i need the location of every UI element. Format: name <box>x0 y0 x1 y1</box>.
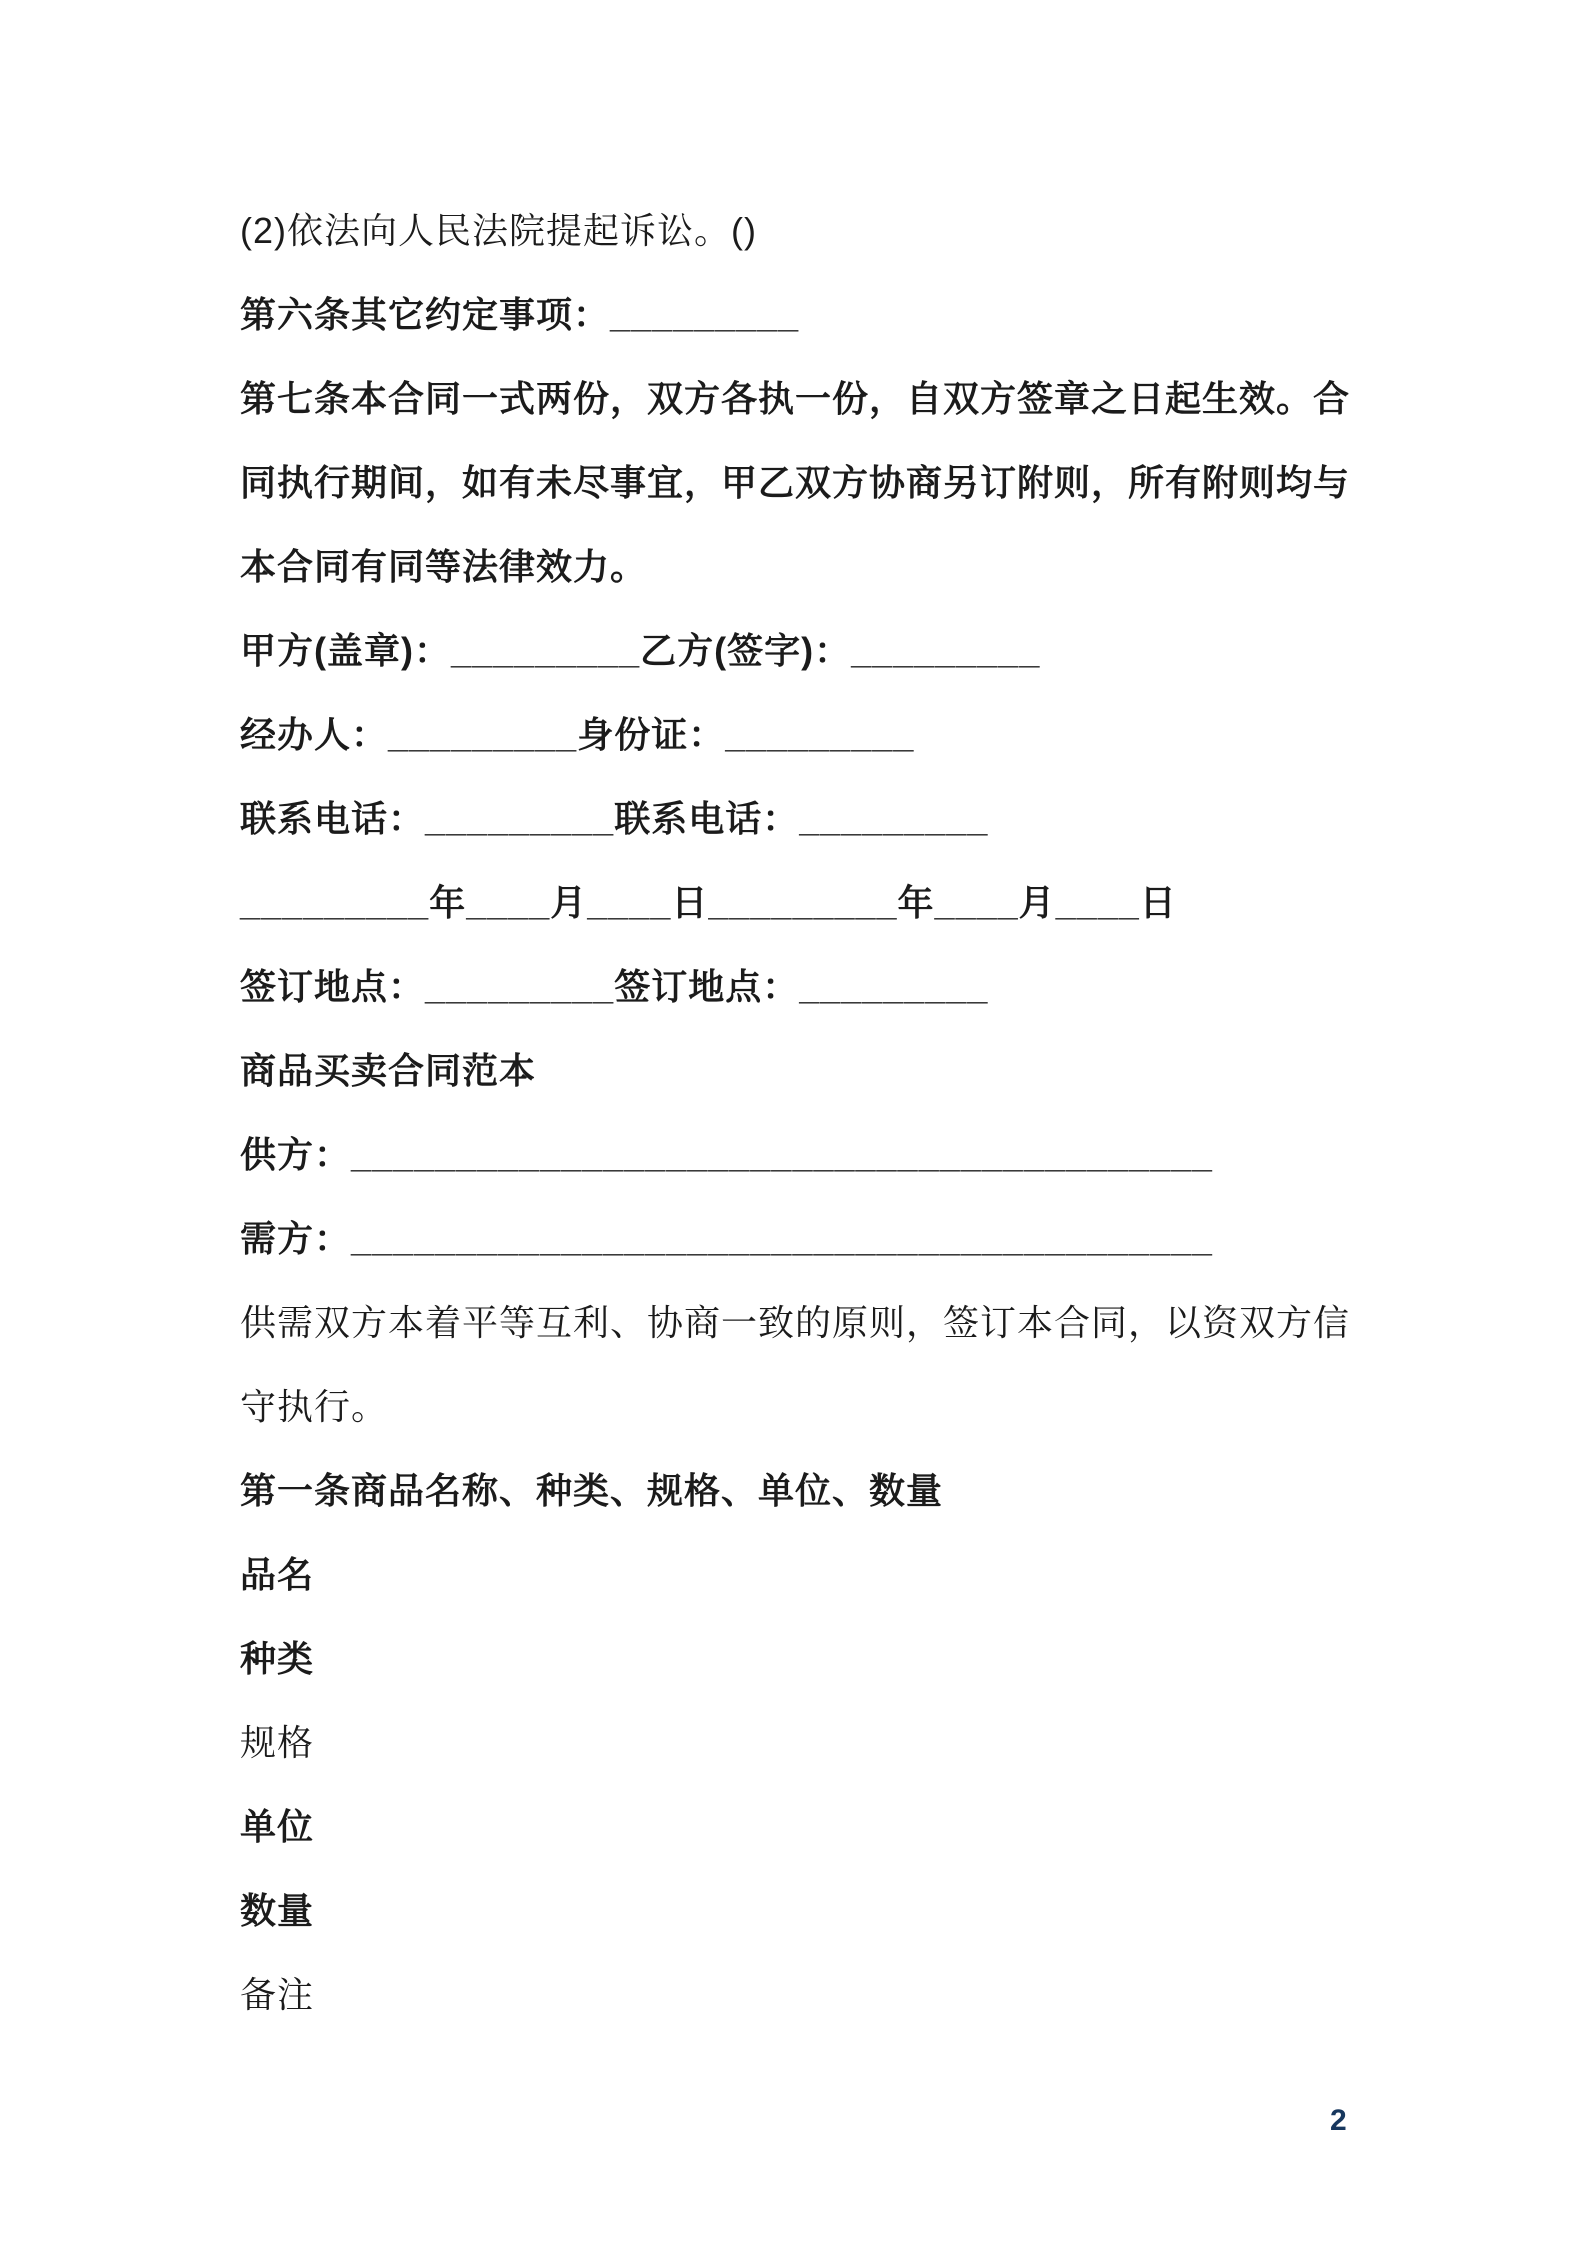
text-line: 同执行期间，如有未尽事宜，甲乙双方协商另订附则，所有附则均与 <box>240 461 1351 503</box>
text-line: 联系电话：_________联系电话：_________ <box>240 797 989 839</box>
text-line: 第七条本合同一式两份，双方各执一份，自双方签章之日起生效。合 <box>240 377 1351 419</box>
text-line: 需方：_________________________________________ <box>240 1217 1213 1259</box>
text-line: 种类 <box>240 1637 315 1679</box>
document-body <box>240 186 1386 2034</box>
text-line: 第六条其它约定事项：_________ <box>240 293 800 335</box>
text-line: 供需双方本着平等互利、协商一致的原则，签订本合同，以资双方信 <box>240 1301 1351 1343</box>
text-line: 甲方(盖章)：_________乙方(签字)：_________ <box>240 629 1041 671</box>
text-line: 第一条商品名称、种类、规格、单位、数量 <box>240 1469 944 1511</box>
text-line: 守执行。 <box>240 1385 389 1427</box>
text-line: 本合同有同等法律效力。 <box>240 545 648 587</box>
text-line: 供方：_________________________________________ <box>240 1133 1213 1175</box>
text-line: _________年____月____日_________年____月____日 <box>240 881 1177 923</box>
text-line: 品名 <box>240 1553 315 1595</box>
text-line: 备注 <box>240 1973 315 2015</box>
text-line: 规格 <box>240 1721 315 1763</box>
page-number: 2 <box>1330 2104 1347 2137</box>
text-line: 签订地点：_________签订地点：_________ <box>240 965 989 1007</box>
text-line: 商品买卖合同范本 <box>240 1049 537 1091</box>
text-line: 数量 <box>240 1889 315 1931</box>
text-line: 单位 <box>240 1805 315 1847</box>
text-line: (2)依法向人民法院提起诉讼。() <box>240 209 757 251</box>
text-line: 经办人：_________身份证：_________ <box>240 713 915 755</box>
